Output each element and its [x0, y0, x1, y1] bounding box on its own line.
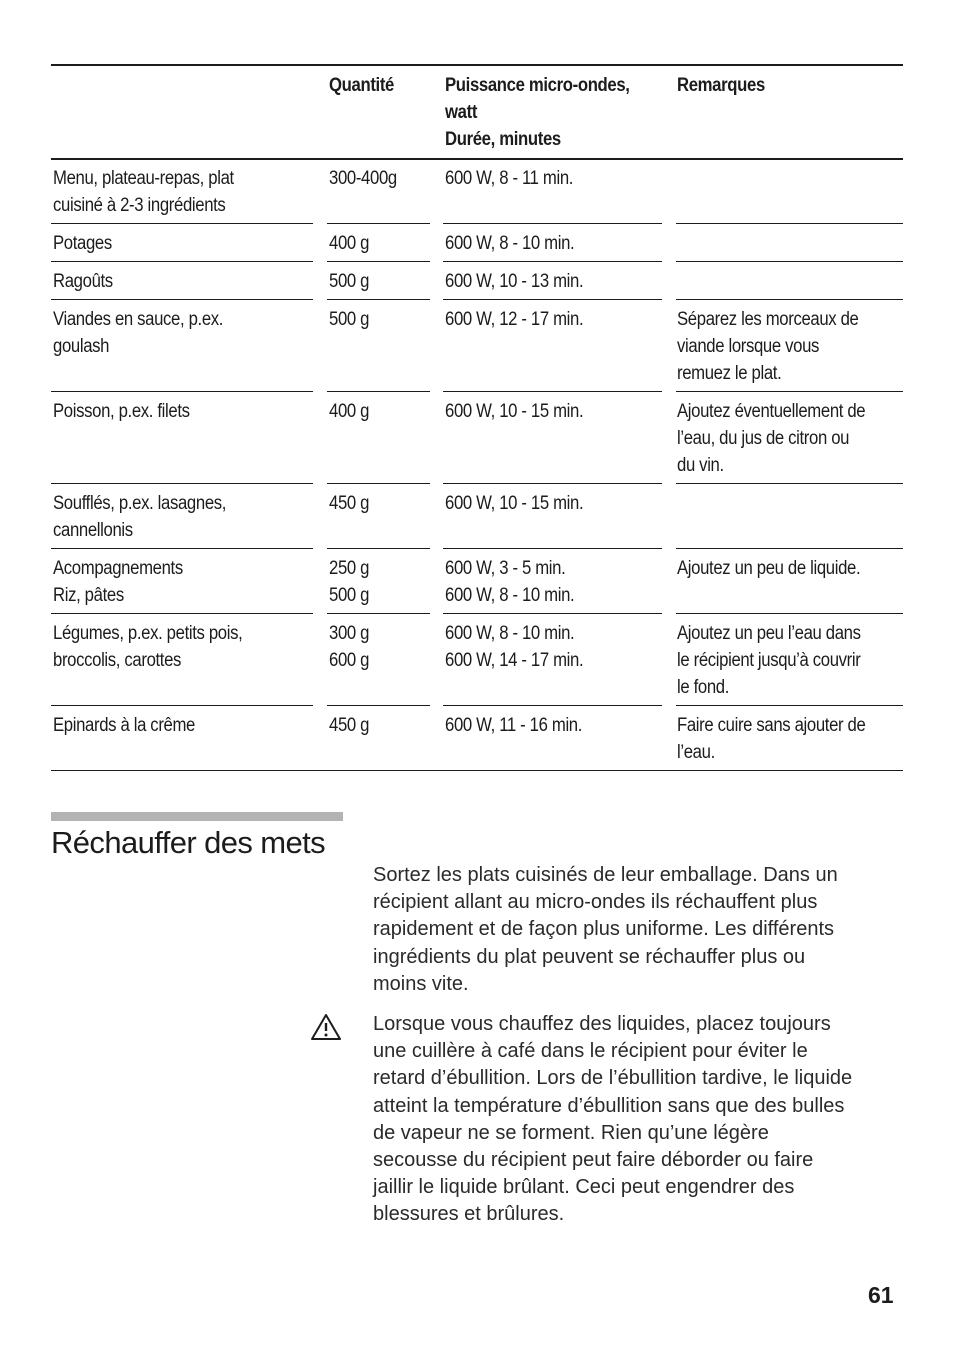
table-row [51, 483, 903, 548]
food-cell-line: Poisson, p.ex. filets [53, 401, 190, 422]
warning-paragraph [373, 1011, 913, 1229]
warning-line: atteint la température d’ébullition sans que des bulles [373, 1094, 845, 1117]
remarks-cell-line: Ajoutez éventuellement de [677, 401, 866, 422]
remarks-cell-line: le récipient jusqu’à couvrir [677, 650, 861, 671]
table-row [51, 548, 903, 613]
food-cell-line: Soufflés, p.ex. lasagnes, [53, 493, 227, 514]
intro-line: rapidement et de façon plus uniforme. Les différents [373, 918, 835, 941]
quantity-cell [329, 268, 439, 295]
remarks-cell-line: remuez le plat. [677, 363, 782, 384]
power-cell-line: 600 W, 8 - 10 min. [445, 623, 575, 644]
warning-triangle-icon [310, 1013, 342, 1041]
table-bottom-rule [51, 770, 903, 771]
intro-paragraph [373, 862, 913, 998]
warning-line: Lorsque vous chauffez des liquides, placez toujours [373, 1013, 831, 1035]
remarks-cell-line: le fond. [677, 677, 730, 698]
section-title: Réchauffer des mets [51, 825, 326, 860]
remarks-cell-line: Faire cuire sans ajouter de [677, 715, 866, 736]
table-row [51, 158, 903, 223]
power-cell [445, 555, 665, 609]
section-accent-bar [51, 812, 343, 821]
food-cell [53, 620, 315, 674]
table-header-row [51, 66, 903, 158]
quantity-cell-line: 500 g [329, 585, 370, 606]
warning-line: secousse du récipient peut faire déborder ou faire [373, 1149, 814, 1172]
power-cell-line: 600 W, 8 - 11 min. [445, 168, 574, 189]
remarks-cell-line: Séparez les morceaux de [677, 309, 859, 330]
power-cell-line: 600 W, 10 - 13 min. [445, 271, 584, 292]
warning-line: une cuillère à café dans le récipient pour éviter le [373, 1040, 808, 1063]
quantity-cell-line: 450 g [329, 493, 370, 514]
food-cell-line: Epinards à la crême [53, 715, 196, 736]
food-cell-line: broccolis, carottes [53, 650, 182, 671]
table-row [51, 391, 903, 483]
food-cell [53, 398, 315, 425]
remarks-cell-line: Ajoutez un peu l’eau dans [677, 623, 861, 644]
warning-line: jaillir le liquide brûlant. Ceci peut engendrer des [373, 1176, 795, 1199]
warning-line: retard d’ébullition. Lors de l’ébullition tardive, le liquide [373, 1067, 853, 1090]
intro-line: récipient allant au micro-ondes ils réchauffent plus [373, 891, 818, 914]
header-quantity: Quantité [329, 75, 394, 96]
power-cell [445, 620, 665, 674]
food-cell-line: Légumes, p.ex. petits pois, [53, 623, 243, 644]
header-remarks: Remarques [677, 75, 765, 96]
remarks-cell [677, 398, 903, 479]
intro-line: moins vite. [373, 972, 469, 995]
header-power-line: Puissance micro-ondes, [445, 75, 630, 96]
power-cell-line: 600 W, 10 - 15 min. [445, 401, 584, 422]
power-cell-line: 600 W, 10 - 15 min. [445, 493, 584, 514]
quantity-cell-line: 500 g [329, 309, 370, 330]
table-row [51, 261, 903, 299]
intro-line: Sortez les plats cuisinés de leur emballage. Dans un [373, 864, 838, 886]
food-cell [53, 268, 315, 295]
food-cell-line: cannellonis [53, 520, 133, 541]
food-cell-line: Menu, plateau-repas, plat [53, 168, 234, 189]
quantity-cell-line: 300-400g [329, 168, 397, 189]
quantity-cell-line: 400 g [329, 401, 370, 422]
table-row [51, 613, 903, 705]
power-cell-line: 600 W, 3 - 5 min. [445, 558, 566, 579]
food-cell-line: Ragoûts [53, 271, 113, 292]
quantity-cell [329, 398, 439, 425]
quantity-cell [329, 230, 439, 257]
header-watt-line: watt [445, 102, 478, 123]
power-cell [445, 490, 665, 517]
remarks-cell-line: Ajoutez un peu de liquide. [677, 558, 861, 579]
power-cell [445, 165, 665, 192]
food-cell-line: Potages [53, 233, 112, 254]
remarks-cell [677, 306, 903, 387]
remarks-cell [677, 712, 903, 766]
quantity-cell-line: 400 g [329, 233, 370, 254]
power-cell [445, 398, 665, 425]
remarks-cell-line: viande lorsque vous [677, 336, 820, 357]
quantity-cell-line: 300 g [329, 623, 370, 644]
quantity-cell [329, 306, 439, 333]
table-row [51, 705, 903, 770]
power-cell-line: 600 W, 12 - 17 min. [445, 309, 584, 330]
power-cell [445, 230, 665, 257]
cooking-table [51, 64, 903, 763]
food-cell-line: Riz, pâtes [53, 585, 124, 606]
power-cell-line: 600 W, 14 - 17 min. [445, 650, 584, 671]
header-power-duration [445, 72, 665, 153]
quantity-cell-line: 600 g [329, 650, 370, 671]
remarks-cell-line: l’eau, du jus de citron ou [677, 428, 850, 449]
remarks-cell-line: l’eau. [677, 742, 715, 763]
food-cell-line: goulash [53, 336, 110, 357]
food-cell [53, 712, 315, 739]
header-duration-line: Durée, minutes [445, 129, 561, 150]
food-cell-line: Acompagnements [53, 558, 183, 579]
remarks-cell-line: du vin. [677, 455, 724, 476]
remarks-cell [677, 555, 903, 582]
power-cell [445, 306, 665, 333]
food-cell [53, 490, 315, 544]
quantity-cell-line: 250 g [329, 558, 370, 579]
quantity-cell [329, 165, 439, 192]
warning-line: de vapeur ne se forment. Rien qu’une légère [373, 1121, 769, 1144]
food-cell [53, 306, 315, 360]
power-cell-line: 600 W, 8 - 10 min. [445, 233, 575, 254]
power-cell [445, 268, 665, 295]
food-cell [53, 230, 315, 257]
quantity-cell [329, 490, 439, 517]
food-cell [53, 555, 315, 609]
power-cell [445, 712, 665, 739]
food-cell [53, 165, 315, 219]
remarks-cell [677, 620, 903, 701]
table-row [51, 223, 903, 261]
warning-line: blessures et brûlures. [373, 1203, 565, 1226]
page-number: 61 [868, 1282, 894, 1308]
intro-line: ingrédients du plat peuvent se réchauffer plus ou [373, 945, 806, 968]
table-row [51, 299, 903, 391]
food-cell-line: Viandes en sauce, p.ex. [53, 309, 224, 330]
quantity-cell [329, 620, 439, 674]
power-cell-line: 600 W, 8 - 10 min. [445, 585, 575, 606]
quantity-cell [329, 712, 439, 739]
food-cell-line: cuisiné à 2-3 ingrédients [53, 195, 226, 216]
quantity-cell [329, 555, 439, 609]
power-cell-line: 600 W, 11 - 16 min. [445, 715, 583, 736]
quantity-cell-line: 500 g [329, 271, 370, 292]
quantity-cell-line: 450 g [329, 715, 370, 736]
